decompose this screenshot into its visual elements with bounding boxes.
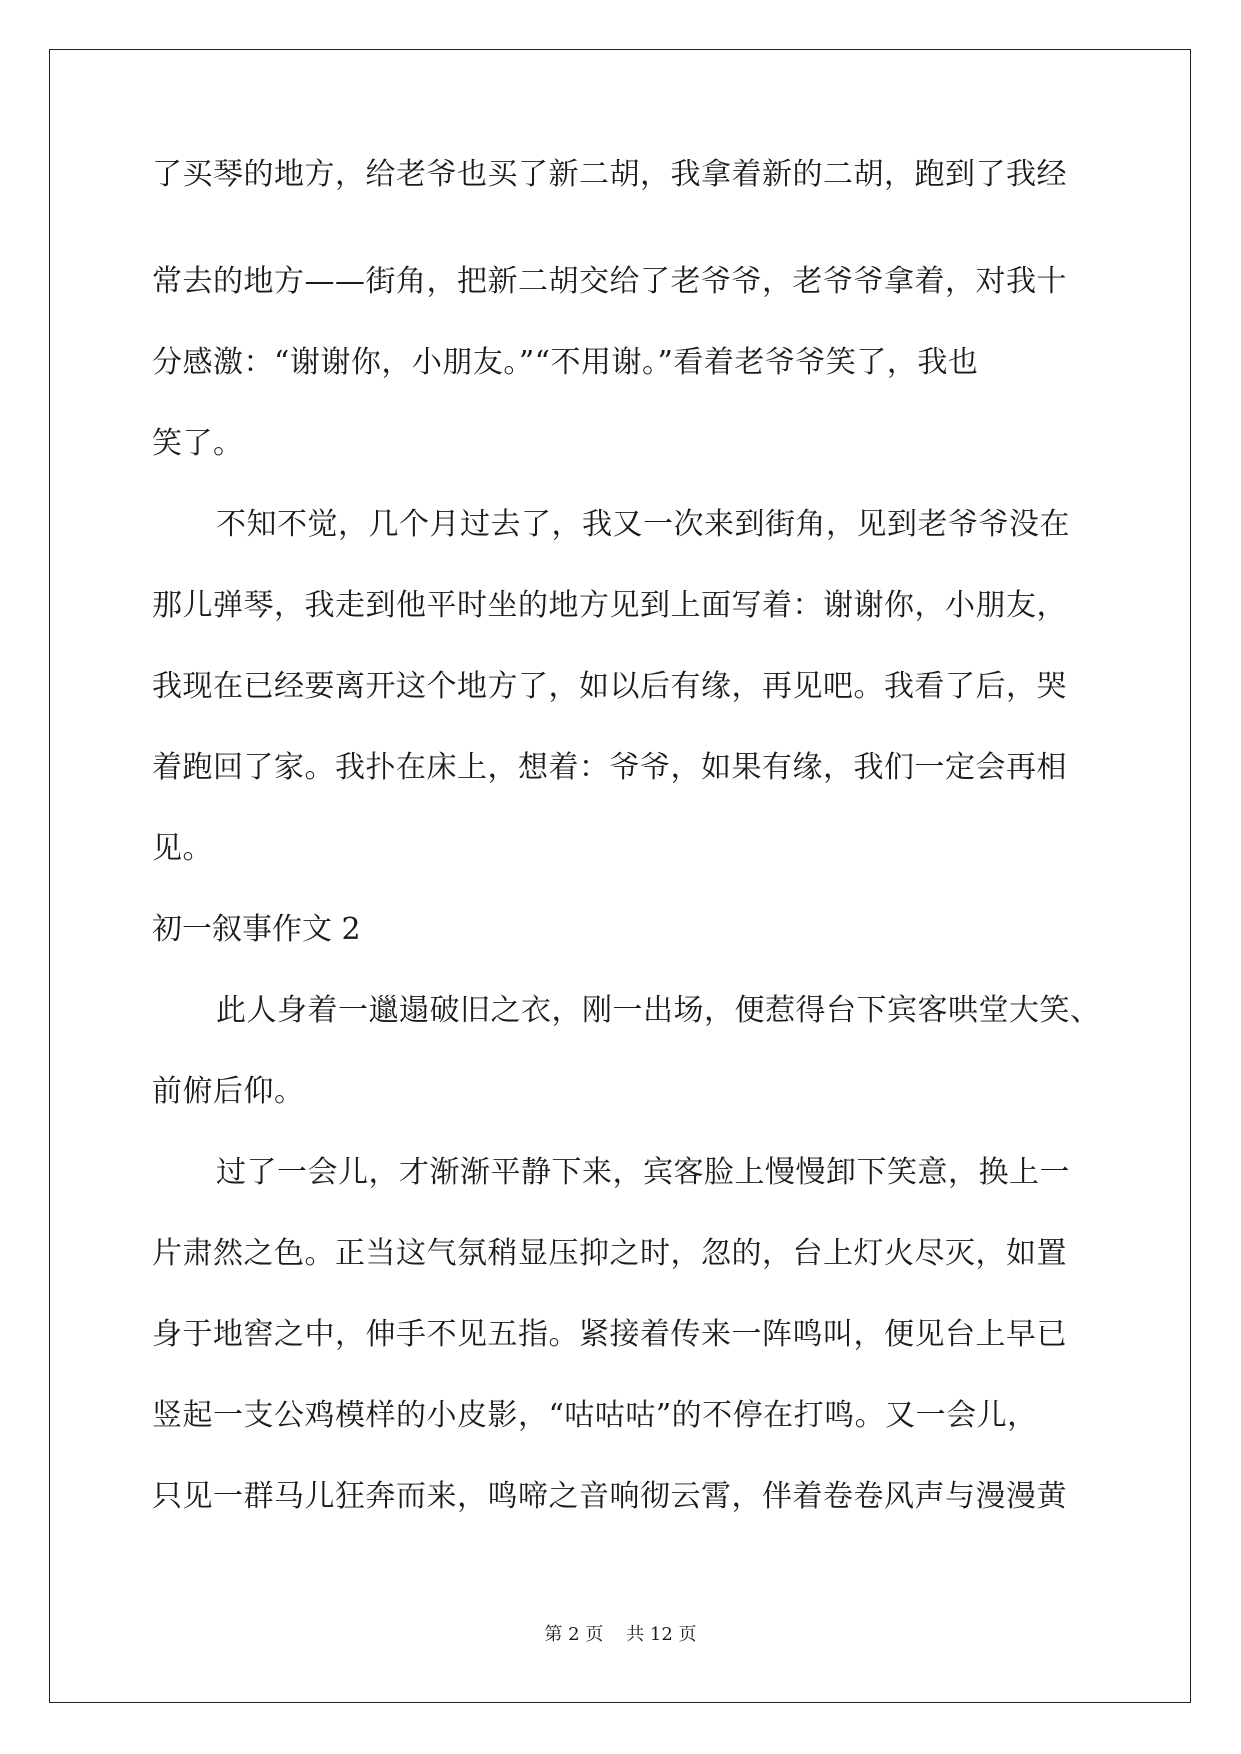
- text-line: 我现在已经要离开这个地方了，如以后有缘，再见吧。我看了后，哭: [152, 669, 1067, 704]
- text-line: 只见一群马儿狂奔而来，鸣啼之音响彻云霄，伴着卷卷风声与漫漫黄: [152, 1479, 1067, 1514]
- text-line: 常去的地方——街角，把新二胡交给了老爷爷，老爷爷拿着，对我十: [152, 264, 1067, 299]
- paragraph-start-line: 过了一会儿，才渐渐平静下来，宾客脸上慢慢卸下笑意，换上一: [216, 1155, 1070, 1190]
- document-body: [152, 157, 1101, 1537]
- text-line: 前俯后仰。: [152, 1074, 305, 1109]
- paragraph-start-line: 不知不觉，几个月过去了，我又一次来到街角，见到老爷爷没在: [216, 507, 1070, 542]
- paragraph-start-line: 此人身着一邋遢破旧之衣，刚一出场，便惹得台下宾客哄堂大笑、: [216, 993, 1101, 1028]
- page-number-footer: 第 2 页 共 12 页: [544, 1624, 697, 1645]
- text-line: 那儿弹琴，我走到他平时坐的地方见到上面写着：谢谢你，小朋友，: [152, 588, 1067, 623]
- text-line: 了买琴的地方，给老爷也买了新二胡，我拿着新的二胡，跑到了我经: [152, 157, 1067, 192]
- text-line: 竖起一支公鸡模样的小皮影，“咕咕咕”的不停在打鸣。又一会儿，: [152, 1398, 1038, 1433]
- text-line: 见。: [152, 831, 213, 866]
- text-line: 着跑回了家。我扑在床上，想着：爷爷，如果有缘，我们一定会再相: [152, 750, 1067, 785]
- section-heading: 初一叙事作文 2: [152, 912, 361, 947]
- text-line: 身于地窖之中，伸手不见五指。紧接着传来一阵鸣叫，便见台上早已: [152, 1317, 1067, 1352]
- text-line: 片肃然之色。正当这气氛稍显压抑之时，忽的，台上灯火尽灭，如置: [152, 1236, 1067, 1271]
- text-line: 笑了。: [152, 426, 244, 461]
- text-line: 分感激：“谢谢你，小朋友。”“不用谢。”看着老爷爷笑了，我也: [152, 345, 979, 380]
